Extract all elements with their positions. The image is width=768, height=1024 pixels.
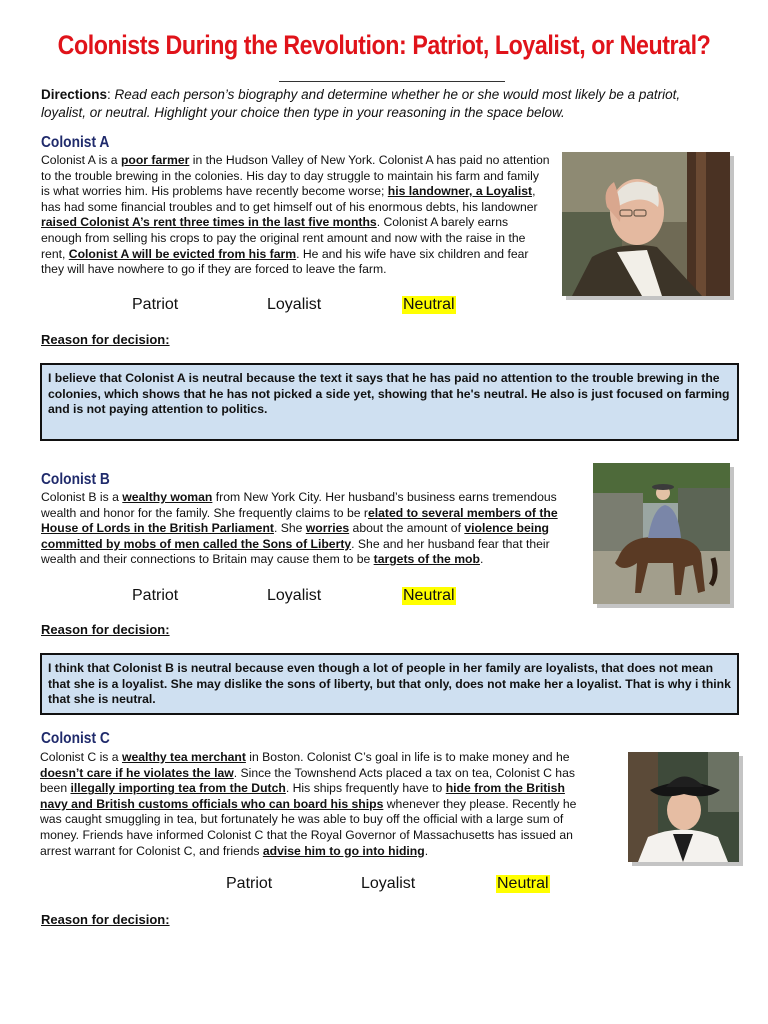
key-phrase: targets of the mob xyxy=(373,552,480,567)
colonist-b-reason-label: Reason for decision: xyxy=(41,622,170,637)
key-phrase: advise him to go into hiding xyxy=(262,843,425,858)
bio-text: , has had some financial troubles and to get himself out of his enormous debts, his landowner xyxy=(41,184,538,214)
key-phrase: Colonist A will be evicted from his farm xyxy=(68,246,297,261)
name-line[interactable] xyxy=(279,81,505,82)
colonist-c-choice-patriot[interactable]: Patriot xyxy=(226,875,273,892)
colonist-a-choice-patriot[interactable]: Patriot xyxy=(132,296,179,313)
colonist-c-bio xyxy=(40,750,595,859)
directions: Directions: Read each person’s biography and determine whether he or she would most likely be a patriot, loyalist, or neutral. Highlight your choice then type in your reasoning in the space below. xyxy=(41,87,681,120)
page-title: Colonists During the Revolution: Patriot, Loyalist, or Neutral? xyxy=(57,30,711,60)
colonist-b-heading: Colonist B xyxy=(41,471,110,488)
colonist-b-choice-loyalist[interactable]: Loyalist xyxy=(267,587,322,604)
bio-text: Colonist B is a xyxy=(41,490,123,504)
bio-text: . xyxy=(424,843,429,858)
bio-text: whenever they please. Recently he was caught smuggling in tea, but fortunately he was able to buy off the official with a large sum of money. Friends have informed Colonist C that the Royal Governor of Massachusetts has issued an arrest warrant for Colonist C, and friends xyxy=(40,796,577,858)
colonist-c-photo xyxy=(628,752,739,862)
colonist-c-choice-loyalist[interactable]: Loyalist xyxy=(361,875,416,892)
bio-text: from New York City. Her husband’s business earns tremendous wealth and honor for the family. She frequently claims to be r xyxy=(41,490,557,520)
key-phrase: doesn’t care if he violates the law xyxy=(40,765,234,780)
bio-text: . He and his wife have six children and fear they will have nowhere to go if they are forced to leave the farm. xyxy=(41,246,529,277)
colonist-c-heading: Colonist C xyxy=(41,730,110,747)
colonist-b-bio xyxy=(41,490,581,568)
bio-text: Colonist C is a xyxy=(40,750,122,764)
key-phrase: wealthy woman xyxy=(122,490,213,504)
colonist-a-choice-neutral[interactable]: Neutral xyxy=(403,296,455,313)
colonist-b-choice-neutral[interactable]: Neutral xyxy=(403,587,455,604)
colonist-b-choice-patriot[interactable]: Patriot xyxy=(132,587,179,604)
key-phrase: poor farmer xyxy=(120,153,190,167)
key-phrase: illegally importing tea from the Dutch xyxy=(70,781,286,796)
directions-label: Directions xyxy=(41,87,108,102)
colonist-a-photo xyxy=(562,152,730,296)
key-phrase: violence being committed by mobs of men called the Sons of Liberty xyxy=(41,521,550,551)
directions-text: Read each person’s biography and determine whether he or she would most likely be a patriot, loyalist, or neutral. Highlight your choice then type in your reasoning in the space below. xyxy=(41,87,681,120)
colonist-b-answer-box[interactable]: I think that Colonist B is neutral because even though a lot of people in her family are loyalists, that does not mean that she is a loyalist. She may dislike the sons of liberty, but that only, does not make her a loyalist. That is why i think that she is neutral. xyxy=(40,653,739,715)
bio-text: in the Hudson Valley of New York. Colonist A has paid no attention to the trouble brewing in the colonies. His day to day struggle to maintain his farm and family is what worries him. His problems have recently become worse; xyxy=(41,153,550,199)
bio-text: . She xyxy=(273,521,306,536)
bio-text: about the amount of xyxy=(349,521,465,536)
key-phrase: worries xyxy=(305,521,350,536)
colonist-c-choice-neutral[interactable]: Neutral xyxy=(497,875,549,892)
colonist-a-heading: Colonist A xyxy=(41,134,110,151)
colonist-a-answer-box[interactable]: I believe that Colonist A is neutral because the text it says that he has paid no attention to the trouble brewing in the colonies, which shows that he has not picked a side yet, showing that he's neutral. He also is just focused on farming and is not paying attention to politics. xyxy=(40,363,739,441)
bio-text: . xyxy=(479,552,484,567)
colonist-a-choice-loyalist[interactable]: Loyalist xyxy=(267,296,322,313)
key-phrase: wealthy tea merchant xyxy=(121,750,246,764)
bio-text: in Boston. Colonist C’s goal in life is to make money and he xyxy=(245,750,570,764)
bio-text: . Colonist A barely earns enough from selling his crops to pay the original rent amount and now with the raise in the rent, xyxy=(41,215,526,261)
key-phrase: his landowner, a Loyalist xyxy=(387,184,533,199)
colonist-a-reason-label: Reason for decision: xyxy=(41,332,170,347)
colonist-c-reason-label: Reason for decision: xyxy=(41,912,170,927)
bio-text: . Since the Townshend Acts placed a tax on tea, Colonist C has been xyxy=(40,765,575,796)
bio-text: Colonist A is a xyxy=(41,153,121,167)
bio-text: . His ships frequently have to xyxy=(285,781,446,796)
key-phrase: elated to several members of the House of Lords in the British Parliament xyxy=(41,505,558,536)
key-phrase: hide from the British navy and British customs officials who can board his ships xyxy=(40,781,565,811)
colonist-a-bio xyxy=(41,153,551,278)
bio-text: . She and her husband fear that their wealth and their connections to Britain may cause them to be xyxy=(41,536,550,567)
colonist-b-photo xyxy=(593,463,730,604)
key-phrase: raised Colonist A’s rent three times in the last five months xyxy=(41,215,377,230)
